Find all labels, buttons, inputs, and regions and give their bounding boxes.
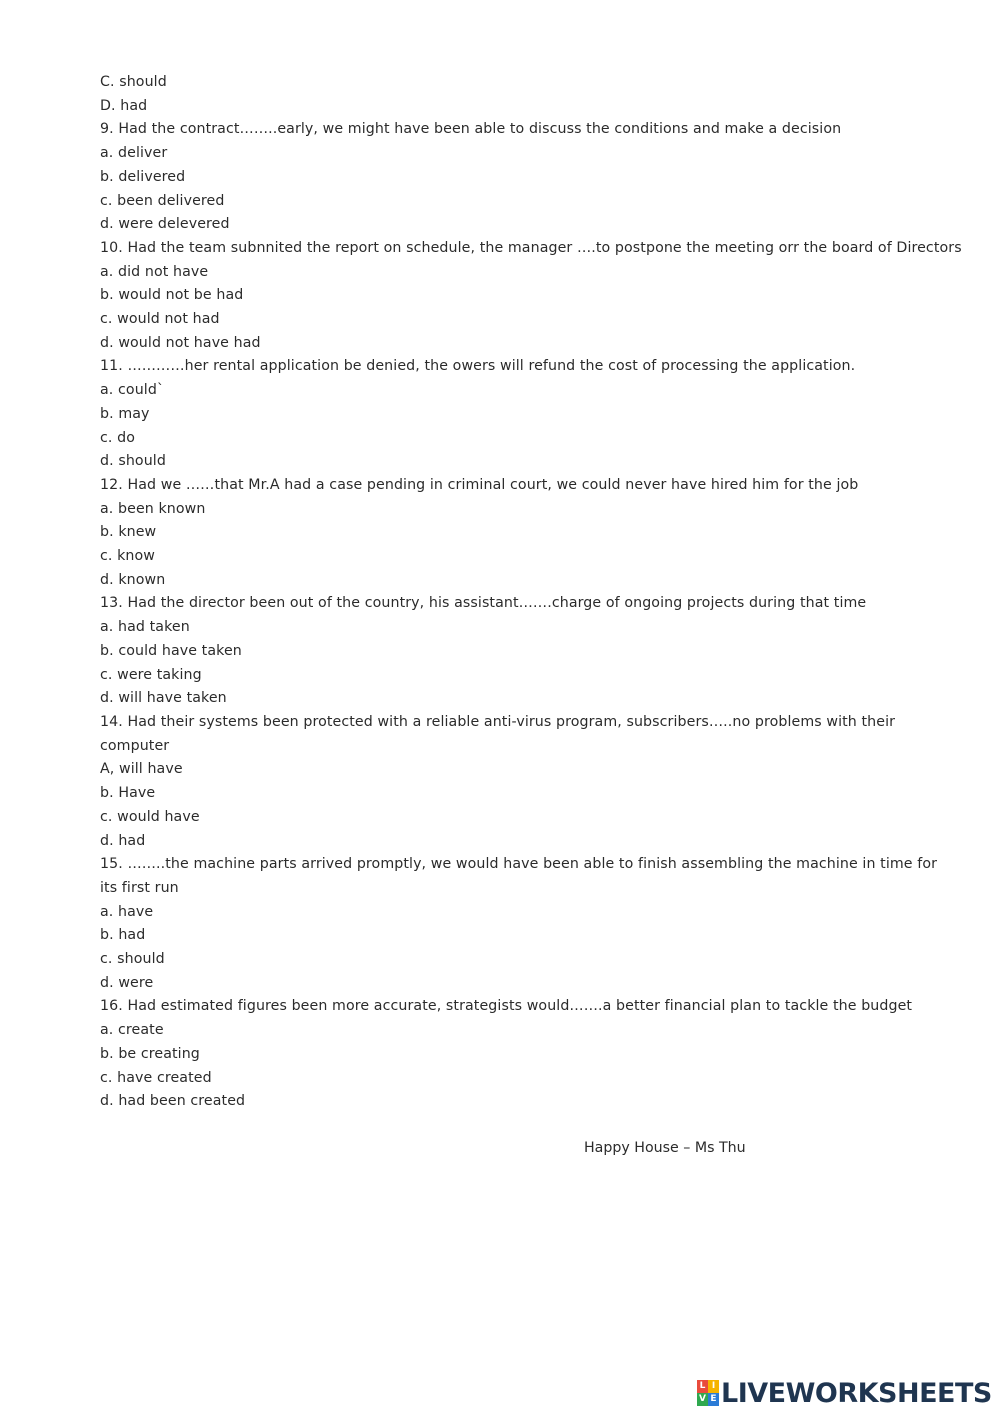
- option-line: b. be creating: [100, 1045, 200, 1062]
- option-line: a. create: [100, 1022, 164, 1039]
- option-line: c. should: [100, 951, 165, 968]
- option-line: a. did not have: [100, 263, 209, 280]
- option-line: c. been delivered: [100, 192, 225, 209]
- option-line: d. would not have had: [100, 334, 261, 351]
- option-line: c. would not had: [100, 311, 220, 328]
- option-line: b. had: [100, 927, 146, 944]
- option-line: A, will have: [100, 761, 183, 778]
- question-line: 12. Had we ……that Mr.A had a case pending in criminal court, we could never have hired him for the job: [100, 476, 859, 493]
- question-line: 16. Had estimated figures been more accurate, strategists would…….a better financial plan to tackle the budget: [100, 998, 913, 1015]
- question-line: 14. Had their systems been protected with a reliable anti-virus program, subscribers…..no problems with their: [100, 713, 896, 730]
- option-line: a. deliver: [100, 145, 168, 162]
- logo-text: LIVEWORKSHEETS: [721, 1377, 992, 1409]
- logo-mark-letter: V: [697, 1393, 708, 1406]
- question-list: [100, 71, 962, 1114]
- option-line: b. knew: [100, 524, 157, 541]
- option-line: b. Have: [100, 785, 156, 802]
- text-line: D. had: [100, 97, 148, 114]
- option-line: d. should: [100, 453, 166, 470]
- liveworksheets-logo[interactable]: [697, 1377, 992, 1409]
- option-line: c. know: [100, 548, 156, 565]
- option-line: d. had: [100, 832, 146, 849]
- option-line: b. delivered: [100, 168, 186, 185]
- option-line: a. been known: [100, 500, 206, 517]
- question-line: 13. Had the director been out of the country, his assistant…….charge of ongoing projects during that time: [100, 595, 867, 612]
- option-line: a. could`: [100, 382, 165, 399]
- option-line: b. could have taken: [100, 642, 242, 659]
- question-line-continued: computer: [100, 737, 170, 754]
- option-line: a. have: [100, 903, 154, 920]
- option-line: d. known: [100, 571, 166, 588]
- option-line: b. may: [100, 405, 150, 422]
- logo-mark-letter: I: [708, 1380, 719, 1393]
- option-line: d. were: [100, 974, 154, 991]
- author-signature: Happy House – Ms Thu: [584, 1140, 746, 1156]
- option-line: c. do: [100, 429, 136, 446]
- logo-mark-icon: [697, 1380, 719, 1406]
- question-line-continued: its first run: [100, 879, 179, 896]
- question-line: 9. Had the contract……..early, we might have been able to discuss the conditions and make a decision: [100, 121, 842, 138]
- logo-mark-letter: E: [708, 1393, 719, 1406]
- option-line: c. have created: [100, 1069, 212, 1086]
- option-line: b. would not be had: [100, 287, 244, 304]
- option-line: a. had taken: [100, 619, 190, 636]
- option-line: d. had been created: [100, 1093, 246, 1110]
- question-line: 11. …………her rental application be denied, the owers will refund the cost of processing the application.: [100, 358, 856, 375]
- option-line: d. will have taken: [100, 690, 227, 707]
- logo-mark-letter: L: [697, 1380, 708, 1393]
- option-line: c. would have: [100, 808, 200, 825]
- question-line: 15. ……..the machine parts arrived promptly, we would have been able to finish assembling the machine in time for: [100, 856, 938, 873]
- option-line: d. were delevered: [100, 216, 230, 233]
- option-line: c. were taking: [100, 666, 202, 683]
- text-line: C. should: [100, 74, 167, 90]
- question-line: 10. Had the team subnnited the report on schedule, the manager ….to postpone the meeting orr the board of Directors: [100, 239, 962, 256]
